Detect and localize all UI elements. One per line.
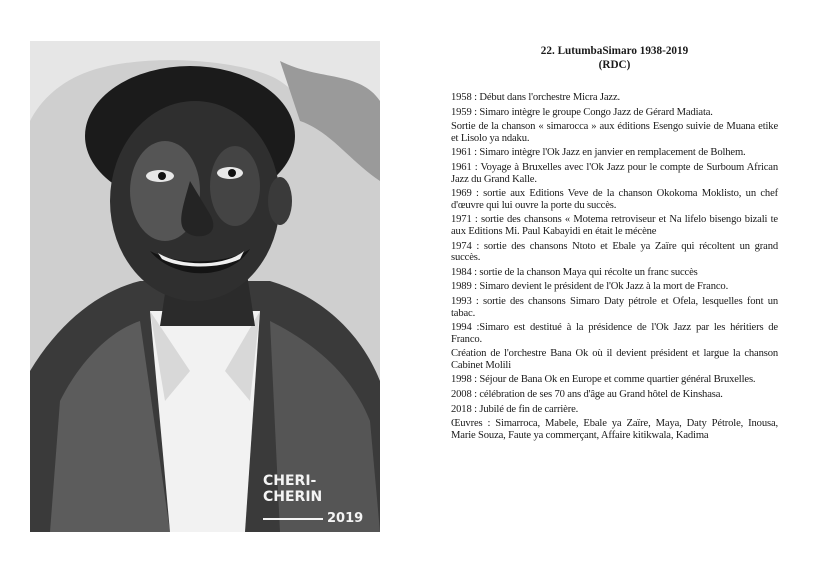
timeline-entry: 1974 : sortie des chansons Ntoto et Ebale ya Zaïre qui récoltent un grand succès. xyxy=(451,240,778,264)
timeline-entry: 1998 : Séjour de Bana Ok en Europe et comme quartier général Bruxelles. xyxy=(451,374,756,386)
timeline-entry: 2018 : Jubilé de fin de carrière. xyxy=(451,403,579,415)
painter-signature xyxy=(263,473,373,526)
portrait-painting xyxy=(30,41,380,532)
timeline-entry: 2008 : célébration de ses 70 ans d'âge au Grand hôtel de Kinshasa. xyxy=(451,389,723,401)
timeline-entry: Œuvres : Simarroca, Mabele, Ebale ya Zaïre, Maya, Daty Pétrole, Inousa, Marie Souza, Faute ya commerçant, Affaire kitikwala, Kadima xyxy=(451,418,778,441)
timeline-entry: 1969 : sortie aux Editions Veve de la chanson Okokoma Moklisto, un chef d'œuvre qui lui ouvre la porte du succès. xyxy=(451,188,778,211)
timeline-entry: 1971 : sortie des chansons « Motema retroviseur et Na lifelo bisengo bizali te aux Editions Mi. Paul Kabayidi en était le mécène xyxy=(451,214,778,237)
timeline-entry: 1961 : Voyage à Bruxelles avec l'Ok Jazz pour le compte de Surboum African Jazz du Grand Kalle. xyxy=(451,161,778,185)
timeline-entry: 1961 : Simaro intègre l'Ok Jazz en janvier en remplacement de Bolhem. xyxy=(451,147,746,159)
page-title: 22. LutumbaSimaro 1938-2019 xyxy=(540,45,689,57)
biography-column xyxy=(451,44,778,444)
timeline-list xyxy=(451,92,778,441)
signature-year: 2019 xyxy=(327,511,364,526)
page-subtitle: (RDC) xyxy=(598,59,631,71)
timeline-entry: 1984 : sortie de la chanson Maya qui récolte un franc succès xyxy=(451,266,698,278)
signature-name: CHERI-CHERIN xyxy=(263,473,323,505)
timeline-entry: 1989 : Simaro devient le président de l'Ok Jazz à la mort de Franco. xyxy=(451,281,729,293)
timeline-entry: 1959 : Simaro intègre le groupe Congo Jazz de Gérard Madiata. xyxy=(451,106,713,118)
timeline-entry: 1993 : sortie des chansons Simaro Daty pétrole et Ofela, lesquelles font un tabac. xyxy=(451,295,778,319)
timeline-entry: Sortie de la chanson « simarocca » aux éditions Esengo suivie de Muana etike et Lisolo ya ndaku. xyxy=(451,121,778,144)
timeline-entry: 1958 : Début dans l'orchestre Micra Jazz. xyxy=(451,92,621,103)
timeline-entry: Création de l'orchestre Bana Ok où il devient président et largue la chanson Cabinet Molili xyxy=(451,348,778,371)
signature-underline xyxy=(263,518,323,520)
timeline-entry: 1994 :Simaro est destitué à la présidence de l'Ok Jazz par les héritiers de Franco. xyxy=(451,322,778,345)
